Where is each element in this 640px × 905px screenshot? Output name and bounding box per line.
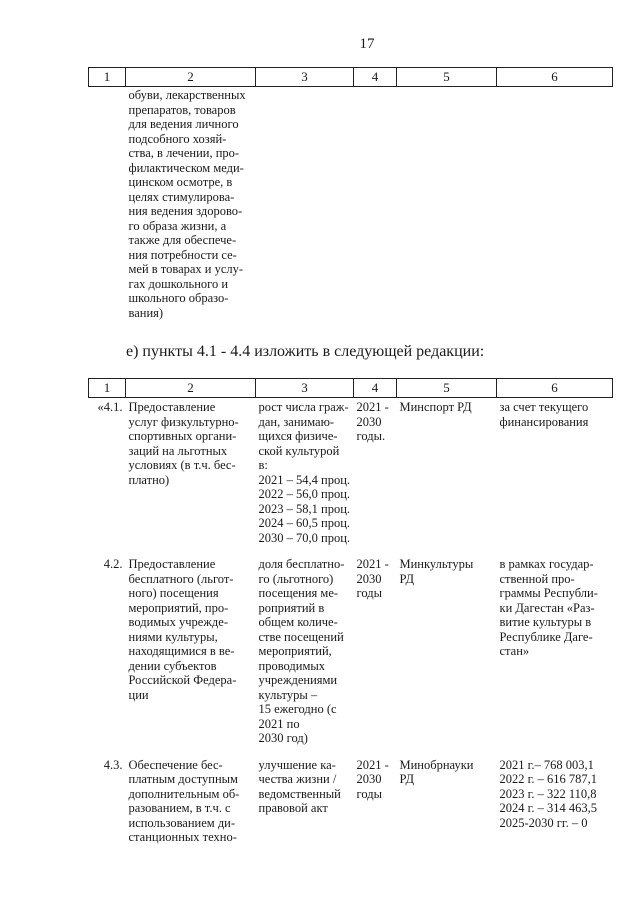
row-financing: 2021 г.– 768 003,1 2022 г. – 616 787,1 2023 г. – 322 110,8 2024 г. – 314 463,5 2025-2030 гг. – 0 (499, 757, 597, 830)
table-row (89, 87, 613, 331)
row-period: 2021 - 2030 годы (356, 557, 389, 600)
continuation-measure-text: обуви, лекарственных препаратов, товаров для ведения личного подсобного хозяй- ства, в лечении, про- филактическом меди- цинском осмотре, в целях стимулирова- ния ведения здорово- го образа жизни, а также для обеспече- ния потребности се- мей в товарах и услу- гах дошкольного и школьного образо- вания) (128, 88, 246, 320)
row-number: «4.1. (97, 400, 123, 414)
table-header-row (89, 379, 613, 398)
row-number: 4.3. (103, 757, 123, 772)
row-executor: Минкультуры РД (399, 557, 474, 586)
header-col-1: 1 (89, 68, 126, 87)
row-result: доля бесплатно- го (льготного) посещения ме- роприятий в общем количе- стве посещений мероприятий, проводимых учреждениями культуры – 15 ежегодно (с 2021 по 2030 год) (258, 557, 345, 745)
row-measure: Предоставление бесплатного (льгот- ного) посещения мероприятий, про- водимых учрежде- ниями культуры, находящимися в ве- дении субъектов Российской Федера- ции (128, 557, 237, 702)
measures-table (88, 378, 613, 855)
row-executor: Минспорт РД (399, 400, 472, 414)
header-col-5: 5 (397, 379, 497, 398)
section-heading: е) пункты 4.1 - 4.4 изложить в следующей редакции: (126, 343, 485, 360)
table-row (89, 398, 613, 556)
table-row (89, 555, 613, 756)
table-header-row (89, 68, 613, 87)
row-financing: в рамках государ- ственной про- граммы Республи- ки Дагестан «Раз- витие культуры в Республике Даге- стан» (499, 557, 598, 658)
header-col-3: 3 (256, 68, 354, 87)
header-col-4: 4 (354, 379, 397, 398)
row-period: 2021 - 2030 годы. (356, 400, 389, 443)
row-measure: Обеспечение бес- платным доступным дополнительным об- разованием, в т.ч. с использованием ди- станционных техно- (128, 757, 240, 844)
row-result: рост числа граж- дан, занимаю- щихся физиче- ской культурой в: 2021 – 54,4 проц. 2022 – 56,0 проц. 2023 – 58,1 проц. 2024 – 60,5 проц. 2030 – 70,0 проц. (258, 400, 351, 545)
row-measure: Предоставление услуг физкультурно- спортивных органи- заций на льготных условиях (в т.ч. бес- платно) (128, 400, 239, 487)
row-number: 4.2. (103, 557, 123, 571)
header-col-2: 2 (126, 68, 256, 87)
header-col-1: 1 (89, 379, 126, 398)
header-col-2: 2 (126, 379, 256, 398)
continuation-table (88, 67, 613, 330)
header-col-4: 4 (354, 68, 397, 87)
header-col-6: 6 (497, 68, 613, 87)
row-executor: Минобрнауки РД (399, 757, 474, 786)
header-col-3: 3 (256, 379, 354, 398)
header-col-5: 5 (397, 68, 497, 87)
page-number: 17 (359, 36, 375, 52)
table-row (89, 756, 613, 855)
header-col-6: 6 (497, 379, 613, 398)
row-result: улучшение ка- чества жизни / ведомственный правовой акт (258, 757, 341, 815)
row-financing: за счет текущего финансирования (499, 400, 589, 429)
row-period: 2021 - 2030 годы (356, 757, 389, 801)
